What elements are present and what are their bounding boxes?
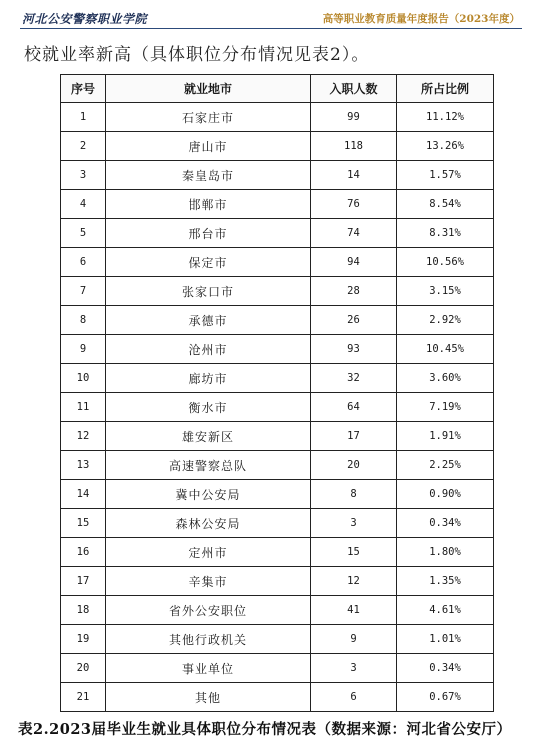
cell-count: 3 <box>311 509 397 538</box>
cell-index: 17 <box>61 567 106 596</box>
col-header-index: 序号 <box>61 75 106 103</box>
cell-index: 4 <box>61 190 106 219</box>
cell-count: 17 <box>311 422 397 451</box>
cell-city: 张家口市 <box>106 277 311 306</box>
cell-index: 9 <box>61 335 106 364</box>
table-row <box>61 393 494 422</box>
school-name: 河北公安警察职业学院 <box>22 12 148 26</box>
table-body <box>61 103 494 712</box>
cell-count: 8 <box>311 480 397 509</box>
cell-ratio: 10.45% <box>397 335 494 364</box>
cell-ratio: 3.15% <box>397 277 494 306</box>
cell-city: 廊坊市 <box>106 364 311 393</box>
cell-index: 7 <box>61 277 106 306</box>
cell-count: 94 <box>311 248 397 277</box>
cell-city: 保定市 <box>106 248 311 277</box>
cell-city: 沧州市 <box>106 335 311 364</box>
table-row <box>61 132 494 161</box>
cell-count: 32 <box>311 364 397 393</box>
cell-city: 其他 <box>106 683 311 712</box>
cell-city: 邢台市 <box>106 219 311 248</box>
cell-ratio: 13.26% <box>397 132 494 161</box>
cell-ratio: 3.60% <box>397 364 494 393</box>
cell-city: 定州市 <box>106 538 311 567</box>
cell-index: 10 <box>61 364 106 393</box>
table-row <box>61 190 494 219</box>
cell-city: 事业单位 <box>106 654 311 683</box>
table-row <box>61 161 494 190</box>
cell-index: 18 <box>61 596 106 625</box>
cell-count: 26 <box>311 306 397 335</box>
cell-count: 20 <box>311 451 397 480</box>
cell-count: 6 <box>311 683 397 712</box>
col-header-city: 就业地市 <box>106 75 311 103</box>
cell-city: 石家庄市 <box>106 103 311 132</box>
cell-index: 5 <box>61 219 106 248</box>
col-header-ratio: 所占比例 <box>397 75 494 103</box>
cell-ratio: 0.34% <box>397 654 494 683</box>
table-header-row <box>61 75 494 103</box>
cell-city: 雄安新区 <box>106 422 311 451</box>
cell-ratio: 2.92% <box>397 306 494 335</box>
col-header-count: 入职人数 <box>311 75 397 103</box>
table-row <box>61 509 494 538</box>
cell-ratio: 4.61% <box>397 596 494 625</box>
cell-city: 邯郸市 <box>106 190 311 219</box>
table-row <box>61 683 494 712</box>
cell-count: 118 <box>311 132 397 161</box>
cell-ratio: 10.56% <box>397 248 494 277</box>
cell-index: 11 <box>61 393 106 422</box>
cell-ratio: 0.90% <box>397 480 494 509</box>
report-title: 高等职业教育质量年度报告（2023年度） <box>322 13 520 25</box>
cell-city: 省外公安职位 <box>106 596 311 625</box>
cell-index: 12 <box>61 422 106 451</box>
cell-index: 20 <box>61 654 106 683</box>
cell-city: 森林公安局 <box>106 509 311 538</box>
cell-index: 21 <box>61 683 106 712</box>
cell-ratio: 1.80% <box>397 538 494 567</box>
cell-count: 41 <box>311 596 397 625</box>
cell-ratio: 2.25% <box>397 451 494 480</box>
table-row <box>61 451 494 480</box>
cell-ratio: 1.57% <box>397 161 494 190</box>
cell-count: 76 <box>311 190 397 219</box>
cell-count: 14 <box>311 161 397 190</box>
table-row <box>61 596 494 625</box>
cell-count: 74 <box>311 219 397 248</box>
cell-count: 15 <box>311 538 397 567</box>
table-row <box>61 248 494 277</box>
cell-count: 3 <box>311 654 397 683</box>
page-header <box>20 8 522 29</box>
intro-text: 校就业率新高（具体职位分布情况见表2）。 <box>24 45 370 65</box>
cell-index: 1 <box>61 103 106 132</box>
cell-ratio: 1.01% <box>397 625 494 654</box>
table-row <box>61 364 494 393</box>
cell-index: 19 <box>61 625 106 654</box>
cell-city: 辛集市 <box>106 567 311 596</box>
table-caption: 表2.2023届毕业生就业具体职位分布情况表（数据来源：河北省公安厅） <box>18 721 512 738</box>
cell-city: 唐山市 <box>106 132 311 161</box>
cell-index: 3 <box>61 161 106 190</box>
cell-count: 12 <box>311 567 397 596</box>
table-row <box>61 219 494 248</box>
cell-ratio: 0.67% <box>397 683 494 712</box>
cell-index: 16 <box>61 538 106 567</box>
cell-city: 冀中公安局 <box>106 480 311 509</box>
table-row <box>61 567 494 596</box>
cell-count: 93 <box>311 335 397 364</box>
cell-index: 13 <box>61 451 106 480</box>
table-row <box>61 335 494 364</box>
table-row <box>61 422 494 451</box>
table-row <box>61 103 494 132</box>
cell-index: 2 <box>61 132 106 161</box>
cell-city: 秦皇岛市 <box>106 161 311 190</box>
cell-ratio: 0.34% <box>397 509 494 538</box>
cell-ratio: 1.35% <box>397 567 494 596</box>
cell-city: 其他行政机关 <box>106 625 311 654</box>
cell-ratio: 11.12% <box>397 103 494 132</box>
cell-index: 6 <box>61 248 106 277</box>
cell-ratio: 8.54% <box>397 190 494 219</box>
cell-count: 99 <box>311 103 397 132</box>
table-row <box>61 625 494 654</box>
table-row <box>61 538 494 567</box>
cell-ratio: 7.19% <box>397 393 494 422</box>
cell-index: 14 <box>61 480 106 509</box>
cell-count: 64 <box>311 393 397 422</box>
cell-city: 承德市 <box>106 306 311 335</box>
table-row <box>61 306 494 335</box>
table-row <box>61 654 494 683</box>
cell-count: 9 <box>311 625 397 654</box>
cell-count: 28 <box>311 277 397 306</box>
table-row <box>61 277 494 306</box>
cell-index: 8 <box>61 306 106 335</box>
table-row <box>61 480 494 509</box>
cell-index: 15 <box>61 509 106 538</box>
cell-ratio: 8.31% <box>397 219 494 248</box>
employment-table <box>60 74 494 712</box>
cell-city: 衡水市 <box>106 393 311 422</box>
cell-city: 高速警察总队 <box>106 451 311 480</box>
cell-ratio: 1.91% <box>397 422 494 451</box>
